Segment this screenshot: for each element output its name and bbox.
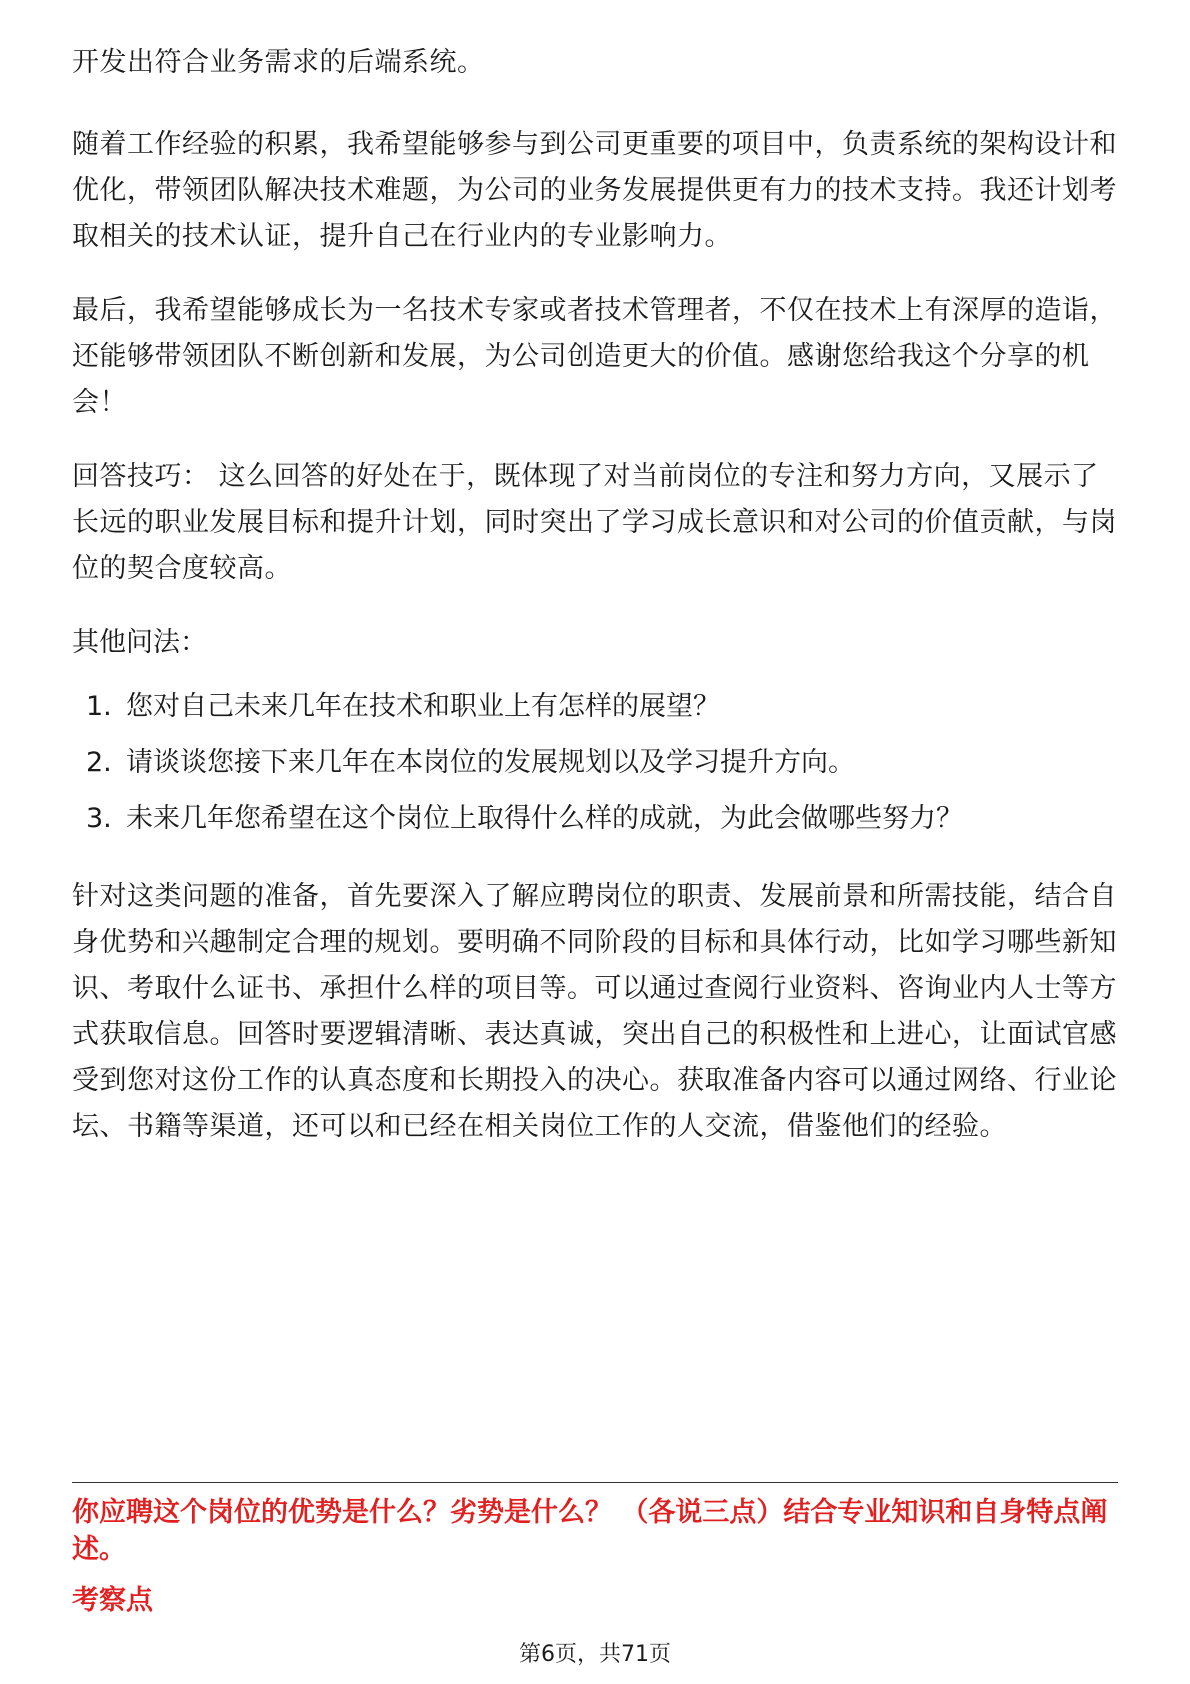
document-body (72, 40, 1118, 1178)
list-item-text: 请谈谈您接下来几年在本岗位的发展规划以及学习提升方向。 (126, 747, 855, 778)
paragraph-answer-tips: 回答技巧： 这么回答的好处在于，既体现了对当前岗位的专注和努力方向，又展示了长远的职业发展目标和提升计划，同时突出了学习成长意识和对公司的价值贡献，与岗位的契合度较高。 (72, 461, 1117, 584)
paragraph-long-term-goal: 最后，我希望能够成长为一名技术专家或者技术管理者，不仅在技术上有深厚的造诣，还能够带领团队不断创新和发展，为公司创造更大的价值。感谢您给我这个分享的机会！ (72, 295, 1117, 418)
list-item-text: 未来几年您希望在这个岗位上取得什么样的成就，为此会做哪些努力？ (126, 803, 963, 834)
question-heading: 你应聘这个岗位的优势是什么？劣势是什么？ （各说三点）结合专业知识和自身特点阐述。 (72, 1497, 1108, 1565)
list-item-text: 您对自己未来几年在技术和职业上有怎样的展望？ (126, 691, 720, 722)
paragraph-career-growth: 随着工作经验的积累，我希望能够参与到公司更重要的项目中，负责系统的架构设计和优化，带领团队解决技术难题，为公司的业务发展提供更有力的技术支持。我还计划考取相关的技术认证，提升自己在行业内的专业影响力。 (72, 129, 1117, 252)
other-questions-label: 其他问法： (72, 627, 207, 658)
list-item (72, 796, 1118, 842)
list-item (72, 684, 1118, 730)
paragraph-preparation: 针对这类问题的准备，首先要深入了解应聘岗位的职责、发展前景和所需技能，结合自身优势和兴趣制定合理的规划。要明确不同阶段的目标和具体行动，比如学习哪些新知识、考取什么证书、承担什么样的项目等。可以通过查阅行业资料、咨询业内人士等方式获取信息。回答时要逻辑清晰、表达真诚，突出自己的积极性和上进心，让面试官感受到您对这份工作的认真态度和长期投入的决心。获取准备内容可以通过网络、行业论坛、书籍等渠道，还可以和已经在相关岗位工作的人交流，借鉴他们的经验。 (72, 881, 1117, 1142)
list-item (72, 740, 1118, 786)
other-questions-list (72, 684, 1118, 842)
assessment-points-heading: 考察点 (72, 1585, 153, 1616)
list-item-number: 3. (86, 803, 112, 834)
section-divider (72, 1482, 1118, 1483)
list-item-number: 1. (86, 691, 112, 722)
list-item-number: 2. (86, 747, 112, 778)
paragraph-intro-end: 开发出符合业务需求的后端系统。 (72, 47, 485, 78)
page-number: 第6页，共71页 (519, 1642, 671, 1667)
